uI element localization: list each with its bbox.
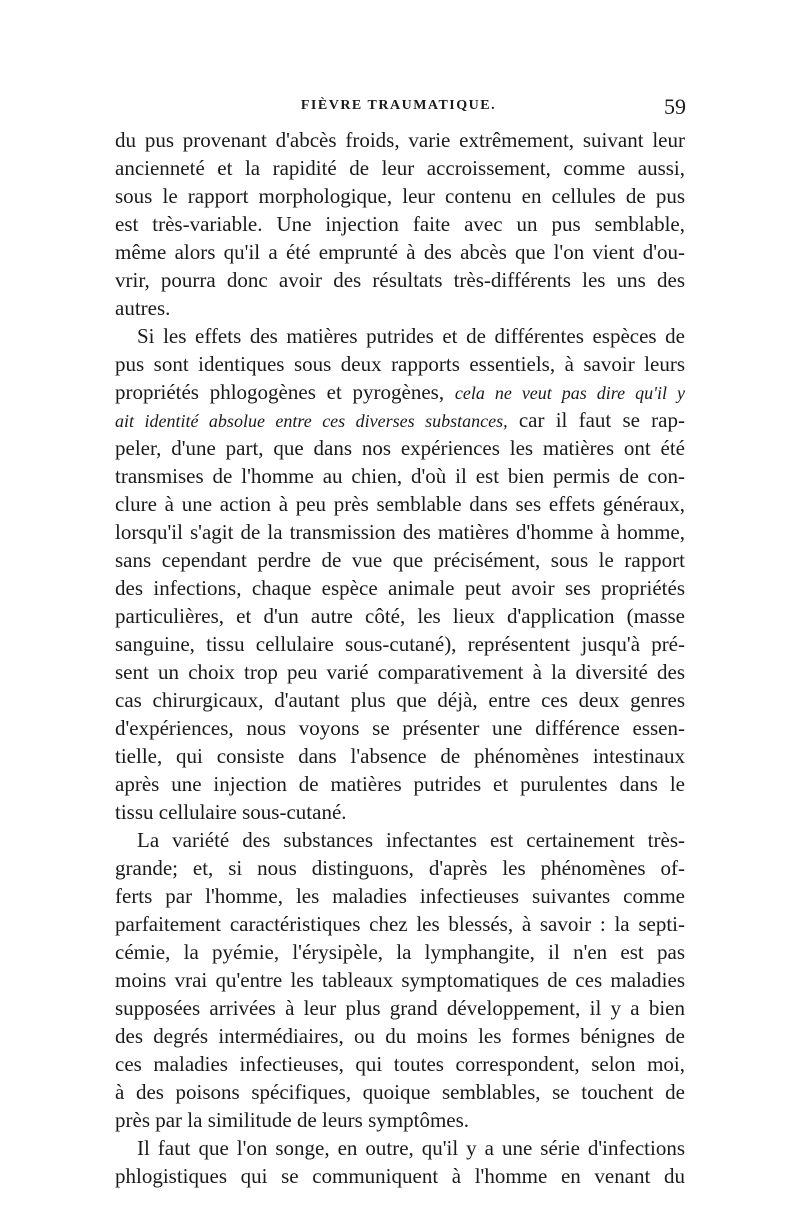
text-line: sous le rapport morphologique, leur contenu en cellules de pus	[115, 184, 685, 208]
running-head	[115, 94, 686, 122]
text-line: ancienneté et la rapidité de leur accroissement, comme aussi,	[115, 156, 685, 180]
text-line: pus sont identiques sous deux rapports essentiels, à savoir leurs	[115, 352, 685, 376]
text-line: phlogistiques qui se communiquent à l'homme en venant du	[115, 1164, 685, 1188]
text-line: cas chirurgicaux, d'autant plus que déjà, entre ces deux genres	[115, 688, 685, 712]
italic-segment: cela ne veut pas dire qu'il y	[454, 383, 685, 403]
text-line-paragraph-start: Il faut que l'on songe, en outre, qu'il y a une série d'infections	[137, 1136, 685, 1160]
text-line: tissu cellulaire sous-cutané.	[115, 800, 347, 824]
text-line: transmises de l'homme au chien, d'où il est bien permis de con-	[115, 464, 685, 488]
text-line: des degrés intermédiaires, ou du moins les formes bénignes de	[115, 1024, 685, 1048]
text-line-paragraph-start: La variété des substances infectantes est certainement très-	[137, 828, 685, 852]
text-line: ces maladies infectieuses, qui toutes correspondent, selon moi,	[115, 1052, 685, 1076]
text-line: cémie, la pyémie, l'érysipèle, la lymphangite, il n'en est pas	[115, 940, 685, 964]
text-line: à des poisons spécifiques, quoique semblables, se touchent de	[115, 1080, 685, 1104]
text-line-mixed	[115, 406, 685, 434]
text-segment: propriétés phlogogènes et pyrogènes,	[115, 380, 455, 404]
text-line: peler, d'une part, que dans nos expériences les matières ont été	[115, 436, 685, 460]
text-line: sanguine, tissu cellulaire sous-cutané), représentent jusqu'à pré-	[115, 632, 685, 656]
text-line: sent un choix trop peu varié comparativement à la diversité des	[115, 660, 685, 684]
text-line: supposées arrivées à leur plus grand développement, il y a bien	[115, 996, 685, 1020]
text-line: après une injection de matières putrides et purulentes dans le	[115, 772, 685, 796]
text-line: des infections, chaque espèce animale peut avoir ses propriétés	[115, 576, 685, 600]
text-line-paragraph-start: Si les effets des matières putrides et de différentes espèces de	[137, 324, 685, 348]
text-line: moins vrai qu'entre les tableaux symptomatiques de ces maladies	[115, 968, 685, 992]
text-line: particulières, et d'un autre côté, les lieux d'application (masse	[115, 604, 685, 628]
text-line: autres.	[115, 296, 171, 320]
text-line-mixed	[115, 378, 685, 406]
text-line: d'expériences, nous voyons se présenter une différence essen-	[115, 716, 685, 740]
body-text	[115, 126, 685, 1190]
text-line: est très-variable. Une injection faite avec un pus semblable,	[115, 212, 685, 236]
italic-segment: ait identité absolue entre ces diverses substances,	[115, 411, 508, 431]
text-line: clure à une action à peu près semblable dans ses effets généraux,	[115, 492, 685, 516]
text-segment: car il faut se rap-	[507, 408, 685, 432]
text-line: sans cependant perdre de vue que précisément, sous le rapport	[115, 548, 685, 572]
text-line: près par la similitude de leurs symptômes.	[115, 1108, 470, 1132]
text-line: vrir, pourra donc avoir des résultats très-différents les uns des	[115, 268, 685, 292]
text-line: lorsqu'il s'agit de la transmission des matières d'homme à homme,	[115, 520, 685, 544]
page-number: 59	[664, 94, 686, 119]
text-line: même alors qu'il a été emprunté à des abcès que l'on vient d'ou-	[115, 240, 685, 264]
running-title: FIÈVRE TRAUMATIQUE.	[300, 98, 497, 113]
text-line: grande; et, si nous distinguons, d'après les phénomènes of-	[115, 856, 685, 880]
text-line: tielle, qui consiste dans l'absence de phénomènes intestinaux	[115, 744, 685, 768]
text-line: parfaitement caractéristiques chez les blessés, à savoir : la septi-	[115, 912, 685, 936]
text-line: ferts par l'homme, les maladies infectieuses suivantes comme	[115, 884, 685, 908]
text-line: du pus provenant d'abcès froids, varie extrêmement, suivant leur	[115, 128, 685, 152]
